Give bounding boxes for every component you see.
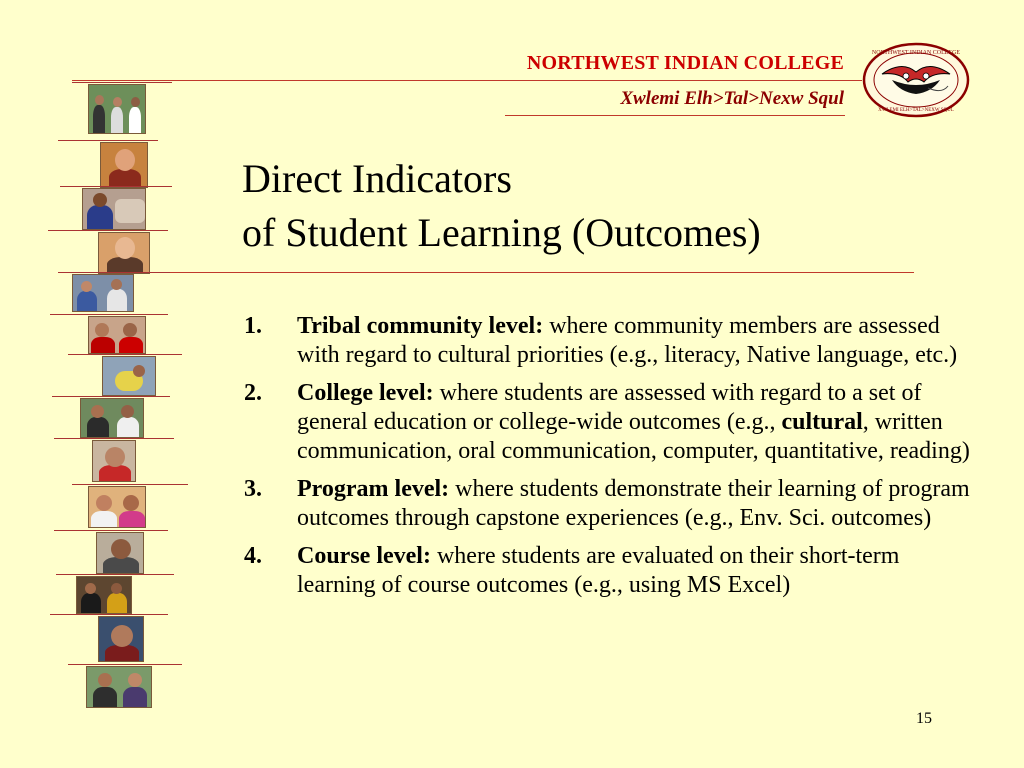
photo-line (54, 438, 174, 439)
photo-woman-red-shirt (92, 440, 136, 482)
photo-portrait-woman-1 (100, 142, 148, 188)
list-number: 4. (244, 543, 262, 569)
photo-couple-outdoors (86, 666, 152, 708)
photo-line (56, 574, 174, 575)
title-line-1: Direct Indicators (242, 156, 512, 201)
outcome-text: where students demonstrate their learning of program outcomes through capstone experiences (e.g., Env. Sci. outcomes) (297, 476, 970, 531)
college-name: NORTHWEST INDIAN COLLEGE (526, 52, 844, 74)
svg-text:NORTHWEST INDIAN COLLEGE: NORTHWEST INDIAN COLLEGE (871, 50, 961, 56)
photo-elder-man (96, 532, 144, 574)
photo-line (58, 140, 158, 141)
outcome-emphasis: cultural (781, 409, 863, 435)
photo-line (52, 396, 170, 397)
list-number: 1. (244, 313, 262, 339)
outcome-text: , written communication, oral communication, computer, quantitative, reading) (297, 409, 970, 464)
photo-fishing-group (88, 84, 146, 134)
photo-two-women-smiling (88, 486, 146, 528)
photo-graduates-red-caps (88, 316, 146, 354)
photo-line (58, 272, 170, 273)
outcome-label: Tribal community level: (297, 313, 544, 339)
list-item (244, 542, 974, 600)
photo-graduation-ceremony (76, 576, 132, 614)
photo-child-reaching (102, 356, 156, 396)
college-motto: Xwlemi Elh>Tal>Nexw Squl (620, 88, 844, 109)
photo-elder-woman-headband (98, 616, 144, 662)
photo-portrait-woman-2 (98, 232, 150, 274)
page-number: 15 (916, 710, 932, 727)
outcome-label: Program level: (297, 476, 450, 502)
outcome-text: where community members are assessed with regard to cultural priorities (e.g., literacy, Native language, etc.) (297, 313, 958, 368)
header-rule-bottom (505, 115, 845, 116)
header-rule-top (72, 80, 862, 81)
college-seal-logo (862, 42, 970, 118)
photo-line (50, 614, 168, 615)
photo-student-working (82, 188, 146, 230)
list-number: 2. (244, 380, 262, 406)
outcome-label: Course level: (297, 543, 431, 569)
outcomes-list (244, 312, 974, 609)
photo-line (50, 314, 168, 315)
outcome-label: College level: (297, 380, 434, 406)
outcome-text: where students are evaluated on their short-term learning of course outcomes (e.g., using MS Excel) (297, 543, 900, 598)
list-item (244, 379, 974, 466)
photo-line (72, 484, 188, 485)
photo-line (68, 664, 182, 665)
list-item (244, 475, 974, 533)
svg-text:XWLEMI ELH>TAL>NEXW SQUL: XWLEMI ELH>TAL>NEXW SQUL (878, 108, 954, 113)
photo-line (48, 230, 168, 231)
photo-line (72, 82, 172, 83)
photo-line (68, 354, 182, 355)
photo-line (60, 186, 172, 187)
photo-two-people (80, 398, 144, 438)
slide-title (242, 152, 761, 260)
list-number: 3. (244, 476, 262, 502)
photo-classroom (72, 274, 134, 312)
title-line-2: of Student Learning (Outcomes) (242, 210, 761, 255)
outcome-text: where students are assessed with regard to a set of general education or college-wide outcomes (e.g., (297, 380, 922, 435)
list-item (244, 312, 974, 370)
title-rule (170, 272, 914, 273)
photo-line (54, 530, 168, 531)
